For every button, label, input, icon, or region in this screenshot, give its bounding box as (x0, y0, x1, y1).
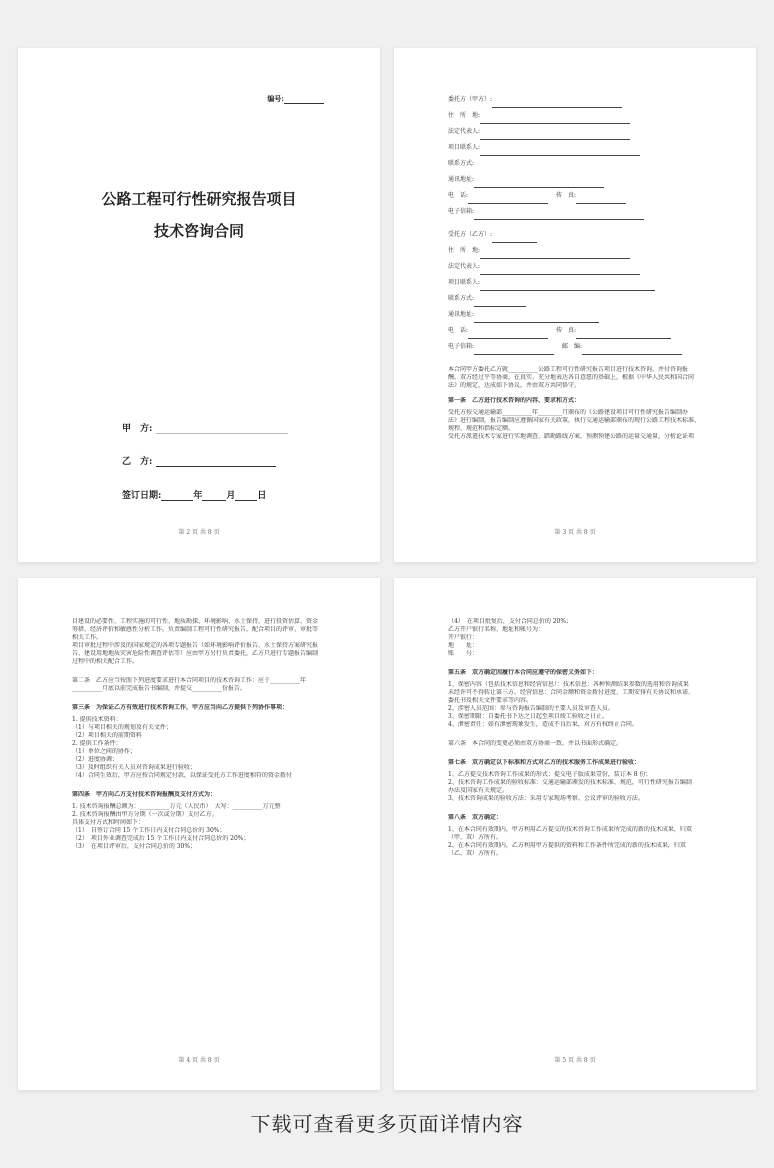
body-line: 账 号： (448, 650, 479, 657)
article-7-line: 3、技术咨询成果的验收方法：采用专家现场考察、会议评审的验收方法。 (448, 795, 644, 802)
body-line: 目建设的必要性、工程实施的可行性、地质勘探、环境影响、水土保持，进行投资估算、资金 (72, 618, 319, 625)
party-field-label: 住 所 地: (448, 112, 481, 119)
article-5-heading: 第五条 双方确定因履行本合同应遵守的保密义务如下： (448, 669, 599, 676)
page-number: 第 5 页 共 8 页 (554, 1057, 596, 1064)
article-4-line: （3） 在项目评审后，支付合同总价的 30%； (72, 843, 197, 850)
body-line: （4） 在项目批复后，支付合同总价的 20%； (448, 618, 573, 625)
party-b-blank (156, 457, 276, 467)
article-5-line: 1、保密内容（包括技术信息和经营信息）：技术信息：各种预测结果参数的选用和咨询成果 (448, 681, 689, 688)
party-field-label: 邮 编: (562, 343, 583, 350)
party-field-blank (474, 348, 554, 355)
party-field-label: 法定代表人: (448, 263, 481, 270)
party-field-row (448, 156, 706, 172)
contract-number-row (267, 94, 324, 104)
client-info-list (448, 92, 706, 220)
sign-date-row (122, 488, 266, 501)
party-field-row (448, 291, 706, 307)
article-8-line: 2、在本合同有效期内，乙方利用甲方提供的资料和工作条件所完成的新的技术成果，归双 (448, 842, 686, 849)
party-field-label: 电子信箱: (448, 343, 475, 350)
body-line: 开户银行： (448, 634, 479, 641)
party-field-label: 传 真: (556, 192, 577, 199)
article-3-heading: 第三条 为保证乙方有效进行技术咨询工作，甲方应当向乙方提供下列协作事项： (72, 704, 289, 711)
article-4-heading: 第四条 甲方向乙方支付技术咨询报酬及支付方式为： (72, 791, 217, 798)
party-field-row (448, 307, 706, 323)
party-field-label: 传 真: (556, 327, 577, 334)
party-field-blank (492, 101, 622, 108)
party-a-row (122, 421, 288, 434)
party-field-row (448, 243, 706, 259)
party-field-label: 法定代表人: (448, 128, 481, 135)
page-body (72, 618, 330, 851)
article-7-heading: 第七条 双方确定以下标准和方式对乙方的技术服务工作成果进行验收： (448, 759, 641, 766)
party-field-label: 联系方式: (448, 160, 475, 167)
party-field-row (448, 124, 706, 140)
party-field-label: 通讯地址: (448, 176, 475, 183)
article-4-line: 1. 技术咨询报酬总额为：__________万元（人民币） 大写：__________万元整 (72, 803, 281, 810)
article-3-line: （4）合同生效后，甲方应按合同规定付款，以保证受托方工作进度相符的资金拨付 (72, 772, 292, 779)
intro-line: 法》的规定，达成如下协议，并由双方共同恪守。 (448, 382, 581, 389)
party-field-row (448, 204, 706, 220)
contract-number-label: 编号: (267, 94, 284, 103)
article-4-line: （2） 项目外业调查完成后 15 个工作日内支付合同总价的 20%； (72, 835, 250, 842)
party-field-blank (480, 133, 630, 140)
party-field-blank (468, 332, 548, 339)
sign-date-month: 月 (226, 491, 236, 501)
party-field-label: 联系方式: (448, 295, 475, 302)
sign-date-label: 签订日期: (122, 491, 162, 501)
party-field-blank (480, 117, 630, 124)
body-line: 地 址： (448, 642, 479, 649)
article-5-line: 未经许可不得转让第三方。经营信息：合同金额和资金拨付进度、工期安排有关协议和承诺、 (448, 689, 695, 696)
page-body (448, 92, 706, 441)
contractor-info-list (448, 227, 706, 355)
party-field-label: 委托方（甲方）: (448, 96, 493, 103)
page-number: 第 3 页 共 8 页 (554, 529, 596, 536)
document-page-terms-1 (18, 578, 380, 1090)
article-8-line: （甲、双）方所有。 (448, 834, 503, 841)
party-field-blank (492, 236, 537, 243)
party-field-blank (480, 268, 640, 275)
download-caption: 下载可查看更多页面详情内容 (250, 1112, 524, 1136)
sign-date-day: 日 (257, 491, 267, 501)
page-body (448, 618, 706, 858)
article-2-line: __________月底以前完成报告书编制，并提交__________份报告。 (72, 685, 247, 692)
article-4-line: 具体支付方式和时间如下： (72, 819, 145, 826)
article-8-line: （乙、双）方所有。 (448, 850, 503, 857)
party-field-blank (474, 300, 526, 307)
article-5-line: 2、涉密人员范围：参与咨询报告编制的主要人员及审查人员。 (448, 705, 614, 712)
party-field-label: 通讯地址: (448, 311, 475, 318)
party-field-row (448, 259, 706, 275)
body-line: 筹措、经济评价和敏感性分析工作。负责编制工程可行性研究报告，配合项目的评审、审批等 (72, 626, 319, 633)
party-field-label: 住 所 地: (448, 247, 481, 254)
party-field-row (448, 227, 706, 243)
body-line: 告、建设用地地质灾害危险性调查评估等）应由甲方另行负责委托，乙方只进行专题报告编制 (72, 650, 319, 657)
article-3-line: 2. 提供工作条件： (72, 740, 122, 747)
article-2-line: 第二条 乙方应当按照下列进度要求进行本合同项目的技术咨询工作：应于__________年 (72, 677, 307, 684)
document-page-parties (394, 48, 756, 562)
party-field-blank (468, 197, 548, 204)
article-4-line: 2. 技术咨询报酬由甲方分期（一次或分期）支付乙方。 (72, 811, 218, 818)
party-field-label: 受托方（乙方）: (448, 231, 493, 238)
party-field-row (448, 140, 706, 156)
article-5-line: 委托书及相关文件要求等内容。 (448, 697, 533, 704)
party-field-row (448, 108, 706, 124)
article-3-line: 1. 提供技术资料： (72, 716, 122, 723)
party-field-blank (576, 197, 626, 204)
party-field-blank (480, 284, 655, 291)
article-4-line: （1） 自签订合同 15 个工作日内支付合同总价的 30%； (72, 827, 226, 834)
party-field-label: 项目联系人: (448, 279, 481, 286)
party-field-blank (480, 252, 630, 259)
article-3-line: （1）单位之间的协作； (72, 748, 136, 755)
party-field-blank (576, 332, 671, 339)
document-page-terms-2 (394, 578, 756, 1090)
party-field-row (448, 275, 706, 291)
body-line: 相关工作。 (72, 634, 103, 641)
article-5-line: 3、保密期限：自委托书下达之日起至项目竣工验收之日止。 (448, 713, 608, 720)
contract-number-blank (284, 96, 324, 104)
article-8-heading: 第八条 双方确定： (448, 814, 503, 821)
party-field-row (448, 172, 706, 188)
body-line: 过程中的相关配合工作。 (72, 658, 139, 665)
page-number: 第 2 页 共 8 页 (178, 529, 220, 536)
party-field-label: 电子信箱: (448, 208, 475, 215)
intro-line: 本合同甲方委托乙方就__________公路工程可行性研究报告项目进行技术咨询，并付咨询报 (448, 366, 689, 373)
party-field-row (448, 92, 706, 108)
party-field-blank (474, 213, 644, 220)
party-b-label: 乙 方: (122, 457, 153, 467)
article-7-line: 1、乙方提交技术咨询工作成果的形式：提交电子版成果壹份，装订本 8 份； (448, 771, 652, 778)
cover-title-line2: 技术咨询合同 (153, 222, 244, 240)
article-3-line: （2）进度协调； (72, 756, 118, 763)
document-page-cover (18, 48, 380, 562)
body-line: 乙方开户银行名称、地址和帐号为： (448, 626, 545, 633)
body-line: 项目审批过程中涉及的国家规定的各项专题报告（如环境影响评价报告、水土保持方案研究报 (72, 642, 319, 649)
party-a-blank (156, 424, 288, 434)
article-7-line: 2、技术咨询工作成果的验收标准：交通运输部颁发的技术标准、规范，可行性研究报告编制 (448, 779, 692, 786)
article-1-line: 受托方按交通运输部__________年________月颁布的《公路建设项目可行性研究报告编制办 (448, 409, 689, 416)
party-field-label: 项目联系人: (448, 144, 481, 151)
page-number: 第 4 页 共 8 页 (178, 1057, 220, 1064)
article-3-line: （2）项目相关的前期资料 (72, 732, 142, 739)
sign-date-year: 年 (193, 491, 203, 501)
party-a-label: 甲 方: (122, 424, 153, 434)
article-5-line: 4、泄密责任：如有泄密现象发生，造成不良后果，对方有权终止合同。 (448, 721, 638, 728)
article-7-line: 办法及国家有关规定。 (448, 787, 509, 794)
intro-line: 酬。双方经过平等协商，在真实、充分地表达各自意愿的基础上，根据《中华人民共和国合同 (448, 374, 695, 381)
article-1-line: 规程、规范和指标定额。 (448, 425, 515, 432)
article-3-line: （1）与项目相关的规划及有关文件； (72, 724, 172, 731)
party-field-blank (480, 149, 640, 156)
party-field-blank (582, 348, 682, 355)
article-1-line: 法》进行编制，报告编制应遵循国家有关政策，执行交通运输部颁布的现行公路工程技术标准、 (448, 417, 701, 424)
article-6-line: 第六条 本合同的变更必须由双方协商一致，并以书面形式确定。 (448, 740, 623, 747)
article-8-line: 1、在本合同有效期内，甲方利用乙方提交的技术咨询工作成果所完成的新的技术成果，归双 (448, 826, 692, 833)
article-3-line: （3）及时组织有关人员对咨询成果进行验收； (72, 764, 196, 771)
article-1-heading: 第一条 乙方进行技术咨询的内容、要求和方式： (448, 397, 581, 404)
party-field-blank (474, 181, 604, 188)
article-1-line: 受托方派遣技术专家进行实地调查、踏勘路线方案、预测预建公路的运量交通量，分析论证项 (448, 433, 695, 440)
cover-title-line1: 公路工程可行性研究报告项目 (101, 190, 297, 208)
party-field-row (448, 339, 706, 355)
party-field-label: 电 话: (448, 192, 469, 199)
party-field-blank (474, 316, 599, 323)
party-b-row (122, 454, 276, 467)
party-field-label: 电 话: (448, 327, 469, 334)
party-field-row (448, 188, 706, 204)
party-field-row (448, 323, 706, 339)
